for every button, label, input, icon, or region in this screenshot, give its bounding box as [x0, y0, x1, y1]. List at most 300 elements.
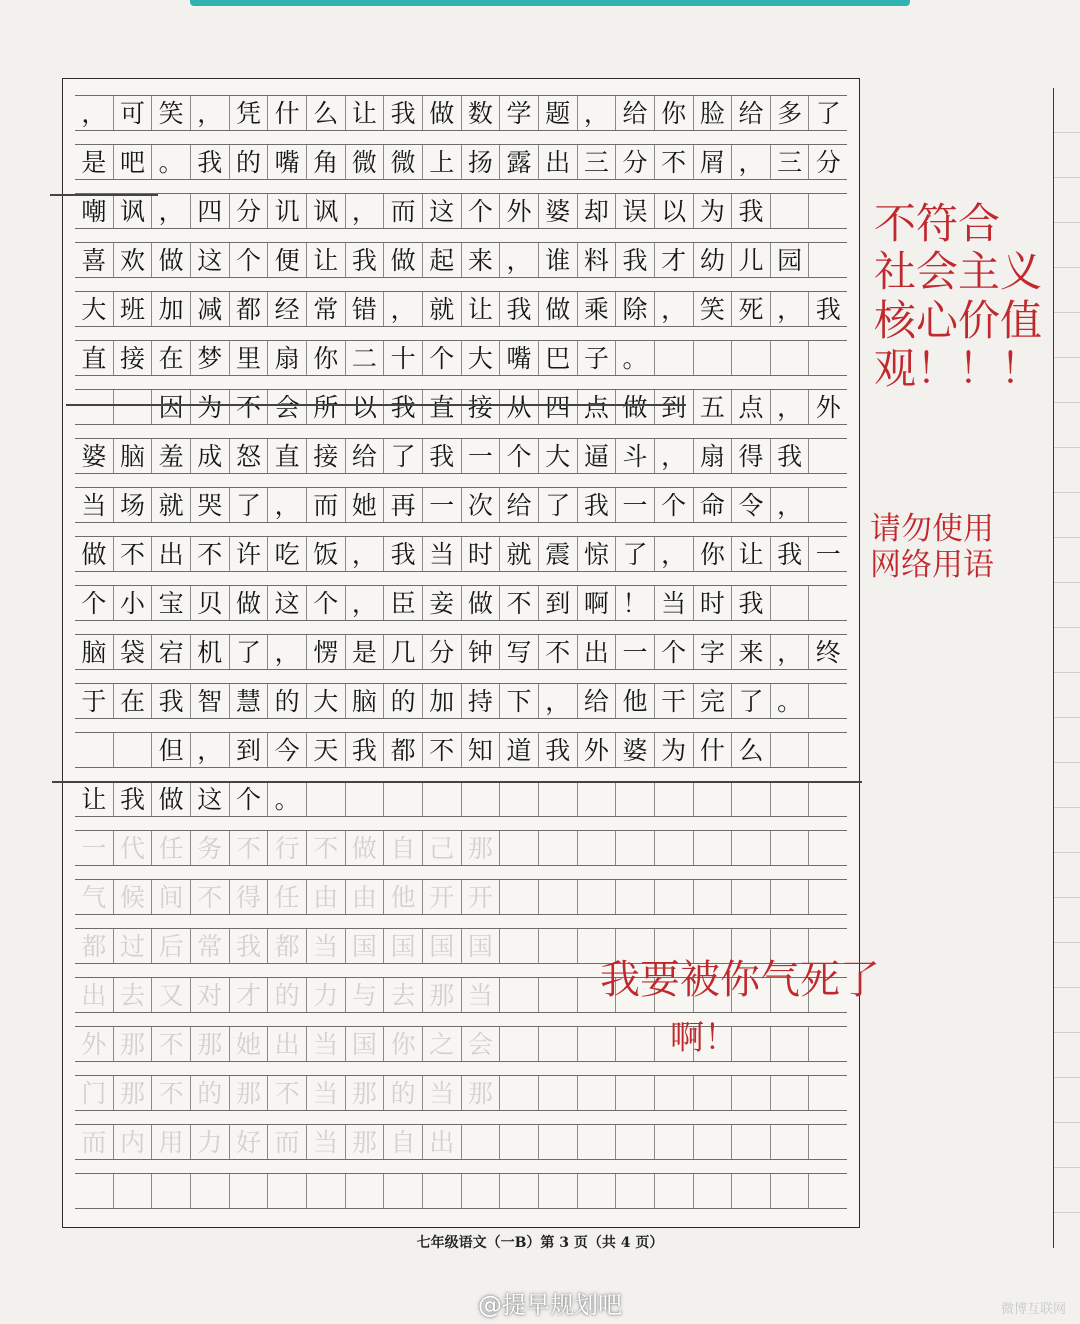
grid-cell: 那 [345, 1076, 384, 1110]
grid-cell: 不 [151, 1027, 190, 1061]
grid-cell [615, 880, 654, 914]
grid-cell [770, 831, 809, 865]
grid-cell: 做 [422, 96, 461, 130]
grid-cell: 干 [654, 684, 693, 718]
grid-cell: 之 [422, 1027, 461, 1061]
grid-cell: 儿 [731, 243, 770, 277]
grid-cell: 力 [190, 1125, 229, 1159]
grid-cell [693, 341, 732, 375]
grid-row [75, 830, 847, 866]
grid-cell: 了 [383, 439, 422, 473]
grid-cell: 你 [306, 341, 345, 375]
grid-cell: 斗 [615, 439, 654, 473]
grid-cell [499, 1027, 538, 1061]
grid-cell: ， [151, 194, 190, 228]
grid-cell: 时 [693, 586, 732, 620]
grid-cell: 不 [306, 831, 345, 865]
grid-cell [190, 1174, 229, 1208]
grid-cell: ， [654, 439, 693, 473]
grid-cell: 什 [693, 733, 732, 767]
grid-cell [499, 1076, 538, 1110]
grid-cell: 时 [461, 537, 500, 571]
grid-cell: 屑 [693, 145, 732, 179]
grid-cell: 。 [615, 341, 654, 375]
grid-cell: 大 [81, 294, 107, 324]
grid-cell: 袋 [113, 635, 152, 669]
grid-cell: 扇 [267, 341, 306, 375]
grid-cell: 内 [113, 1125, 152, 1159]
grid-cell [577, 831, 616, 865]
grid-cell: 为 [693, 194, 732, 228]
grid-cell [731, 1174, 770, 1208]
grid-cell: 便 [267, 243, 306, 277]
grid-cell: 却 [577, 194, 616, 228]
grid-cell: 角 [306, 145, 345, 179]
grid-cell [538, 1027, 577, 1061]
grid-cell: 点 [577, 390, 616, 424]
grid-cell: 幼 [693, 243, 732, 277]
grid-cell: ， [770, 488, 809, 522]
grid-cell [499, 831, 538, 865]
grid-row [75, 242, 847, 278]
grid-cell [499, 929, 538, 963]
grid-cell [422, 1174, 461, 1208]
grid-cell: 巴 [538, 341, 577, 375]
grid-cell: 一 [615, 635, 654, 669]
grid-cell: 命 [693, 488, 732, 522]
grid-cell: 不 [229, 831, 268, 865]
grid-cell: 我 [383, 390, 422, 424]
grid-cell: 当 [306, 929, 345, 963]
correction-underline [52, 781, 862, 783]
next-page-edge [1053, 88, 1080, 1248]
grid-cell: 么 [306, 96, 345, 130]
grid-cell: 贝 [190, 586, 229, 620]
grid-cell: 给 [499, 488, 538, 522]
grid-cell: 微 [383, 145, 422, 179]
grid-cell: 我 [383, 537, 422, 571]
grid-cell: 欢 [113, 243, 152, 277]
grid-cell: 外 [499, 194, 538, 228]
grid-cell: 会 [461, 1027, 500, 1061]
grid-cell: 给 [345, 439, 384, 473]
grid-cell: 对 [190, 978, 229, 1012]
grid-cell: 死 [731, 292, 770, 326]
grid-cell: 这 [190, 782, 229, 816]
weibo-watermark: @提早规划吧 [478, 1291, 622, 1319]
grid-cell: ， [770, 292, 809, 326]
grid-cell: 。 [770, 684, 809, 718]
grid-cell: 成 [190, 439, 229, 473]
grid-cell: 就 [151, 488, 190, 522]
grid-row [75, 144, 847, 180]
grid-cell: 去 [383, 978, 422, 1012]
grid-cell [731, 341, 770, 375]
grid-cell: 在 [113, 684, 152, 718]
grid-cell: 不 [151, 1076, 190, 1110]
grid-cell [577, 1174, 616, 1208]
grid-cell: 不 [499, 586, 538, 620]
grid-cell: 她 [345, 488, 384, 522]
grid-cell: 自 [383, 1125, 422, 1159]
grid-cell [693, 1125, 732, 1159]
grid-cell: ， [770, 635, 809, 669]
grid-cell: 错 [345, 292, 384, 326]
grid-cell: 写 [499, 635, 538, 669]
grid-cell [538, 782, 577, 816]
grid-cell: 几 [383, 635, 422, 669]
grid-cell: 扇 [693, 439, 732, 473]
grid-cell [345, 782, 384, 816]
grid-row [75, 1075, 847, 1111]
grid-cell: 是 [345, 635, 384, 669]
grid-cell: 由 [306, 880, 345, 914]
grid-cell: 凭 [229, 96, 268, 130]
grid-cell: 做 [81, 539, 107, 569]
grid-cell: 了 [229, 635, 268, 669]
grid-cell: 个 [654, 488, 693, 522]
grid-cell: 让 [731, 537, 770, 571]
grid-row [75, 95, 847, 131]
grid-cell: ！ [615, 586, 654, 620]
grid-cell [461, 1125, 500, 1159]
teacher-comment-line: 网络用语 [870, 546, 994, 583]
grid-cell: 我 [499, 292, 538, 326]
grid-cell: 小 [113, 586, 152, 620]
grid-cell: 出 [267, 1027, 306, 1061]
grid-cell: 不 [654, 145, 693, 179]
grid-cell: 直 [267, 439, 306, 473]
grid-cell [770, 1076, 809, 1110]
grid-cell: 五 [693, 390, 732, 424]
grid-cell: 什 [267, 96, 306, 130]
grid-cell: 外 [808, 390, 847, 424]
grid-cell: 笑 [693, 292, 732, 326]
grid-cell: ， [770, 390, 809, 424]
grid-cell: 个 [229, 782, 268, 816]
grid-cell: 数 [461, 96, 500, 130]
teacher-comment-values [874, 200, 1042, 393]
grid-cell: 那 [422, 978, 461, 1012]
grid-cell [693, 880, 732, 914]
grid-cell: 到 [538, 586, 577, 620]
grid-cell [615, 831, 654, 865]
grid-cell: 做 [151, 243, 190, 277]
grid-cell: 一 [81, 833, 107, 863]
grid-cell: 减 [190, 292, 229, 326]
grid-cell: 大 [461, 341, 500, 375]
grid-cell: 这 [267, 586, 306, 620]
grid-cell: 不 [538, 635, 577, 669]
grid-cell: 微 [345, 145, 384, 179]
grid-cell: 露 [499, 145, 538, 179]
grid-cell: 从 [499, 390, 538, 424]
grid-cell [808, 733, 847, 767]
grid-cell: 做 [461, 586, 500, 620]
grid-cell: 不 [267, 1076, 306, 1110]
grid-cell: ， [499, 243, 538, 277]
teacher-comment-line: 核心价值 [874, 295, 1043, 345]
grid-cell [267, 1174, 306, 1208]
grid-cell [808, 1174, 847, 1208]
grid-cell [808, 1027, 847, 1061]
grid-cell [654, 341, 693, 375]
grid-cell [770, 341, 809, 375]
grid-cell: 当 [422, 1076, 461, 1110]
grid-cell: 谁 [538, 243, 577, 277]
grid-cell: 的 [190, 1076, 229, 1110]
grid-cell: 出 [422, 1125, 461, 1159]
grid-cell: 道 [499, 733, 538, 767]
grid-cell [538, 1125, 577, 1159]
grid-cell: 直 [422, 390, 461, 424]
answer-sheet-grid [62, 78, 860, 1228]
grid-cell [383, 782, 422, 816]
grid-cell: 吧 [113, 145, 152, 179]
grid-cell: 你 [654, 96, 693, 130]
grid-cell: 国 [383, 929, 422, 963]
grid-cell: 班 [113, 292, 152, 326]
grid-cell: 到 [654, 390, 693, 424]
grid-cell: 让 [81, 784, 107, 814]
grid-cell: 宝 [151, 586, 190, 620]
grid-cell: 许 [229, 537, 268, 571]
grid-cell: 因 [151, 390, 190, 424]
grid-cell: 候 [113, 880, 152, 914]
grid-cell: 次 [461, 488, 500, 522]
grid-cell: 误 [615, 194, 654, 228]
grid-cell: 么 [731, 733, 770, 767]
grid-cell: 一 [461, 439, 500, 473]
grid-cell: 他 [383, 880, 422, 914]
grid-cell: 怒 [229, 439, 268, 473]
grid-cell [461, 1174, 500, 1208]
grid-cell: 当 [461, 978, 500, 1012]
grid-cell: 当 [81, 490, 107, 520]
grid-cell: 才 [229, 978, 268, 1012]
correction-underline [50, 194, 158, 196]
grid-row [75, 536, 847, 572]
grid-cell: ， [538, 684, 577, 718]
grid-cell: ， [654, 537, 693, 571]
grid-cell: 给 [577, 684, 616, 718]
grid-cell: 除 [615, 292, 654, 326]
grid-cell: 婆 [81, 441, 107, 471]
binding-strip [190, 0, 910, 6]
correction-underline [66, 404, 686, 406]
grid-cell: 多 [770, 96, 809, 130]
grid-cell: ， [190, 733, 229, 767]
grid-cell: 国 [345, 1027, 384, 1061]
grid-cell: 喜 [81, 245, 107, 275]
grid-cell: 做 [345, 831, 384, 865]
grid-cell: 那 [113, 1076, 152, 1110]
grid-cell: 了 [731, 684, 770, 718]
teacher-signoff: 我要被你气死了 [600, 957, 880, 1003]
grid-cell: 当 [306, 1027, 345, 1061]
grid-cell: 以 [345, 390, 384, 424]
grid-cell: 用 [151, 1125, 190, 1159]
grid-cell: 梦 [190, 341, 229, 375]
grid-cell [731, 1076, 770, 1110]
grid-cell: 个 [422, 341, 461, 375]
grid-cell: 做 [229, 586, 268, 620]
grid-cell: 三 [770, 145, 809, 179]
grid-cell [808, 782, 847, 816]
grid-cell: 扬 [461, 145, 500, 179]
grid-cell: 我 [345, 733, 384, 767]
grid-cell: 接 [461, 390, 500, 424]
grid-cell: 我 [731, 586, 770, 620]
grid-cell [654, 1125, 693, 1159]
grid-cell [808, 586, 847, 620]
grid-cell [770, 880, 809, 914]
grid-cell [770, 782, 809, 816]
grid-cell: 任 [151, 831, 190, 865]
grid-cell: 为 [190, 390, 229, 424]
grid-cell: 嘲 [81, 196, 107, 226]
grid-cell: 外 [81, 1029, 107, 1059]
grid-cell: 那 [461, 1076, 500, 1110]
grid-cell [461, 782, 500, 816]
grid-cell: 机 [190, 635, 229, 669]
grid-cell: 得 [731, 439, 770, 473]
grid-cell [808, 243, 847, 277]
grid-cell: 我 [383, 96, 422, 130]
grid-cell: 不 [190, 880, 229, 914]
grid-cell: 开 [461, 880, 500, 914]
grid-cell: 常 [306, 292, 345, 326]
grid-cell [75, 733, 113, 767]
grid-cell: 才 [654, 243, 693, 277]
grid-row [75, 879, 847, 915]
grid-cell: 分 [808, 145, 847, 179]
grid-cell [615, 1076, 654, 1110]
grid-cell: 十 [383, 341, 422, 375]
corner-watermark: 微博互联网 [1000, 1302, 1066, 1317]
grid-cell: 的 [267, 978, 306, 1012]
grid-cell: 接 [113, 341, 152, 375]
grid-cell: 里 [229, 341, 268, 375]
grid-cell [113, 733, 152, 767]
grid-cell: 己 [422, 831, 461, 865]
grid-cell: 题 [538, 96, 577, 130]
grid-cell [615, 1027, 654, 1061]
grid-cell: 我 [731, 194, 770, 228]
grid-row [75, 634, 847, 670]
grid-cell: 而 [81, 1127, 107, 1157]
grid-cell: ， [731, 145, 770, 179]
grid-cell: 哭 [190, 488, 229, 522]
grid-cell [731, 782, 770, 816]
grid-cell: 脑 [345, 684, 384, 718]
grid-cell [808, 341, 847, 375]
grid-cell: 婆 [538, 194, 577, 228]
grid-cell: 那 [229, 1076, 268, 1110]
grid-cell [770, 1174, 809, 1208]
grid-cell: 我 [345, 243, 384, 277]
grid-cell [229, 1174, 268, 1208]
grid-cell [499, 1125, 538, 1159]
grid-cell: 园 [770, 243, 809, 277]
grid-cell [770, 733, 809, 767]
grid-row [75, 683, 847, 719]
grid-cell: 嘴 [499, 341, 538, 375]
grid-cell: 气 [81, 882, 107, 912]
grid-cell [538, 929, 577, 963]
grid-cell: 在 [151, 341, 190, 375]
grid-cell: 料 [577, 243, 616, 277]
grid-cell: 做 [151, 782, 190, 816]
grid-cell: 得 [229, 880, 268, 914]
grid-cell: 都 [383, 733, 422, 767]
grid-cell: 惊 [577, 537, 616, 571]
grid-cell [808, 488, 847, 522]
grid-cell [731, 880, 770, 914]
grid-cell: 来 [461, 243, 500, 277]
grid-cell: 出 [81, 980, 107, 1010]
grid-cell: 会 [267, 390, 306, 424]
grid-cell [731, 1125, 770, 1159]
grid-cell: 而 [306, 488, 345, 522]
grid-cell [538, 1076, 577, 1110]
grid-cell: 我 [538, 733, 577, 767]
grid-cell: 到 [229, 733, 268, 767]
grid-row [75, 389, 847, 425]
grid-cell: 持 [461, 684, 500, 718]
grid-cell [693, 1174, 732, 1208]
grid-cell [770, 1027, 809, 1061]
grid-cell: 个 [461, 194, 500, 228]
grid-cell: 分 [615, 145, 654, 179]
grid-cell: 知 [461, 733, 500, 767]
grid-cell: 一 [808, 537, 847, 571]
grid-cell: 上 [422, 145, 461, 179]
grid-cell [345, 1174, 384, 1208]
grid-cell: 个 [499, 439, 538, 473]
grid-cell: 我 [615, 243, 654, 277]
grid-cell: 分 [422, 635, 461, 669]
grid-row [75, 1124, 847, 1160]
grid-cell [808, 1125, 847, 1159]
grid-cell [151, 1174, 190, 1208]
grid-cell: 任 [267, 880, 306, 914]
grid-cell: 一 [422, 488, 461, 522]
grid-cell: 而 [267, 1125, 306, 1159]
grid-cell: 可 [113, 96, 152, 130]
grid-cell: 去 [113, 978, 152, 1012]
grid-cell [383, 1174, 422, 1208]
grid-cell: 个 [654, 635, 693, 669]
grid-cell: ， [81, 98, 107, 128]
grid-cell: 的 [229, 145, 268, 179]
grid-cell [577, 880, 616, 914]
teacher-comment-line: 请勿使用 [870, 511, 994, 547]
grid-cell: 我 [577, 488, 616, 522]
grid-cell: 羞 [151, 439, 190, 473]
grid-cell [113, 390, 152, 424]
grid-cell: 我 [113, 782, 152, 816]
teacher-comment-line: 不符合 [874, 199, 1001, 248]
grid-cell: 嘴 [267, 145, 306, 179]
grid-cell [499, 1174, 538, 1208]
grid-cell: 自 [383, 831, 422, 865]
grid-cell: 好 [229, 1125, 268, 1159]
grid-cell: 天 [306, 733, 345, 767]
grid-cell: 都 [229, 292, 268, 326]
grid-cell: 让 [461, 292, 500, 326]
grid-cell [615, 1174, 654, 1208]
